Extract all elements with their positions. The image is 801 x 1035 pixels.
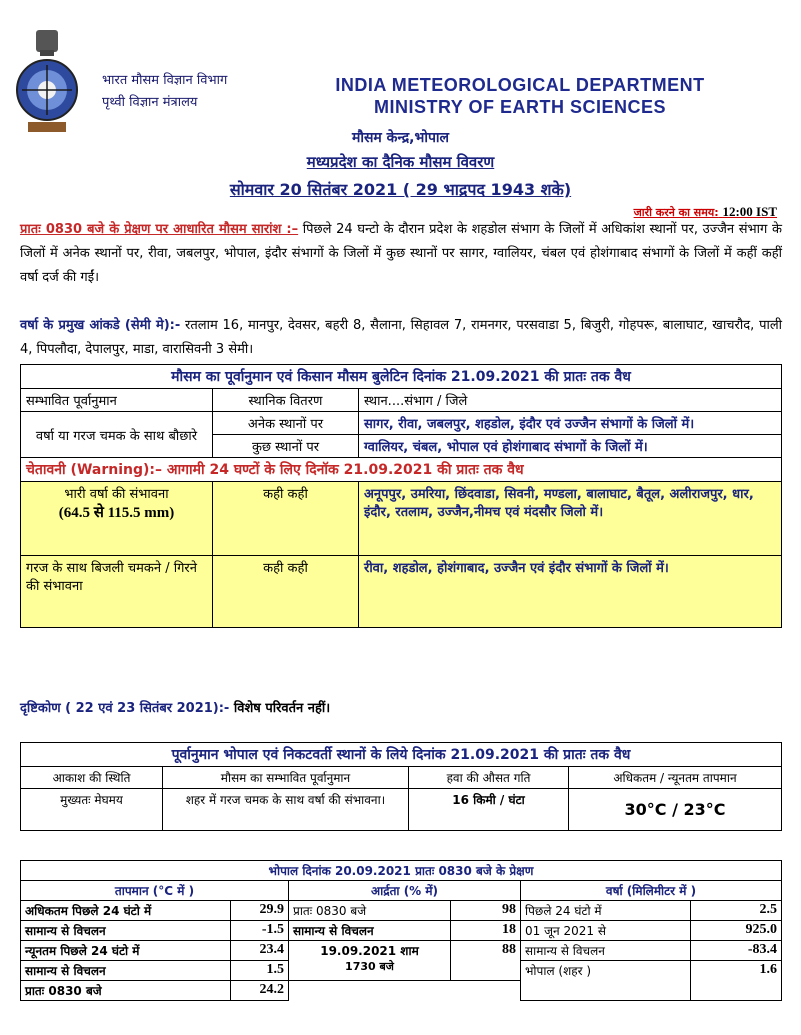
col-places: स्थान....संभाग / जिले — [359, 389, 782, 412]
forecast-dist: कुछ स्थानों पर — [213, 435, 359, 458]
outlook — [20, 698, 330, 716]
rain-label: भोपाल (शहर ) — [521, 961, 691, 1001]
sky-condition: मुख्यतः मेघमय — [21, 789, 163, 831]
temperature-range: 30°C / 23°C — [569, 789, 782, 831]
header-sky: आकाश की स्थिति — [21, 767, 163, 789]
header-wind: हवा की औसत गति — [409, 767, 569, 789]
observation-table — [20, 860, 782, 1001]
warning-phenomenon: भारी वर्षा की संभावना (64.5 से 115.5 mm) — [21, 482, 213, 556]
col-distribution: स्थानिक वितरण — [213, 389, 359, 412]
warning-title: चेतावनी (Warning):– आगामी 24 घण्टों के लिए दिनॉक 21.09.2021 की प्रातः तक वैध — [21, 458, 782, 482]
forecast-table — [20, 364, 782, 628]
rainfall-lead: वर्षा के प्रमुख आंकडे (सेमी मे):- — [20, 318, 181, 333]
temp-label: सामान्य से विचलन — [21, 921, 231, 941]
rain-label: 01 जून 2021 से — [521, 921, 691, 941]
hum-label: प्रातः 0830 बजे — [289, 901, 451, 921]
col-forecast: सम्भावित पूर्वानुमान — [21, 389, 213, 412]
rain-head: वर्षा (मिलिमीटर में ) — [521, 881, 782, 901]
org-name-hindi: भारत मौसम विज्ञान विभाग — [102, 73, 228, 88]
bhopal-forecast-table — [20, 742, 782, 831]
hum-value: 18 — [451, 921, 521, 941]
report-title: मध्यप्रदेश का दैनिक मौसम विवरण — [306, 153, 495, 171]
outlook-text: विशेष परिवर्तन नहीं। — [229, 701, 331, 716]
forecast-phenomenon: वर्षा या गरज चमक के साथ बौछारे — [21, 412, 213, 458]
outlook-label: दृष्टिकोण ( 22 एवं 23 सितंबर 2021):- — [20, 701, 230, 716]
forecast-dist: अनेक स्थानों पर — [213, 412, 359, 435]
warning-places: अनूपपुर, उमरिया, छिंदवाडा, सिवनी, मण्डला, बालाघाट, बैतूल, अलीराजपुर, धार, इंदौर, रतलाम, उज्जैन,नीमच एवं मंदसौर जिलो में। — [359, 482, 782, 556]
ministry-name-hindi: पृथ्वी विज्ञान मंत्रालय — [102, 95, 198, 110]
observation-title: भोपाल दिनांक 20.09.2021 प्रातः 0830 बजे के प्रेक्षण — [21, 861, 782, 881]
temp-value: 29.9 — [231, 901, 289, 921]
forecast-places: सागर, रीवा, जबलपुर, शहडोल, इंदौर एवं उज्जैन संभागों के जिलों में। — [359, 412, 782, 435]
rain-value: 1.6 — [691, 961, 782, 1001]
warning-dist: कही कही — [213, 482, 359, 556]
hum-label: सामान्य से विचलन — [289, 921, 451, 941]
ministry-name-english: MINISTRY OF EARTH SCIENCES — [373, 97, 667, 117]
warning-phenomenon: गरज के साथ बिजली चमकने / गिरने की संभावना — [21, 556, 213, 628]
weather-summary — [20, 218, 782, 290]
hum-label: 19.09.2021 शाम 1730 बजे — [289, 941, 451, 981]
rainfall-text: रतलाम 16, मानपुर, देवसर, बहरी 8, सैलाना, सिहावल 7, रामनगर, परसवाडा 5, बिजुरी, गोहपरू, बालाघाट, खाचरौद, पाली 4, पिपलौदा, देपालपुर, माडा, वारासिवनी 3 सेमी। — [20, 318, 783, 357]
temp-head: तापमान (°C में ) — [21, 881, 289, 901]
temp-label: सामान्य से विचलन — [21, 961, 231, 981]
bhopal-forecast-title: पूर्वानुमान भोपाल एवं निकटवर्ती स्थानों के लिये दिनांक 21.09.2021 की प्रातः तक वैध — [21, 743, 782, 767]
temp-label: न्यूनतम पिछले 24 घंटो में — [21, 941, 231, 961]
org-name-english: INDIA METEOROLOGICAL DEPARTMENT — [335, 75, 705, 95]
humidity-head: आर्द्रता (% में) — [289, 881, 521, 901]
summary-text: पिछले 24 घन्टो के दौरान प्रदेश के शहडोल संभाग के जिलों में अधिकांश स्थानों पर, उज्जैन संभाग के जिलों में अनेक स्थानों पर, रीवा, जबलपुर, भोपाल, इंदौर संभागों के जिलों में कुछ स्थानों पर सागर, ग्वालियर, चंबल एवं होशंगाबाद संभागों के जिलों में कहीं कहीं वर्षा दर्ज की गईं। — [20, 222, 782, 285]
summary-lead: प्रातः 0830 बजे के प्रेक्षण पर आधारित मौसम सारांश :– — [20, 222, 299, 237]
header-temp: अधिकतम / न्यूनतम तापमान — [569, 767, 782, 789]
forecast-places: ग्वालियर, चंबल, भोपाल एवं होशंगाबाद संभागों के जिलों में। — [359, 435, 782, 458]
temp-value: -1.5 — [231, 921, 289, 941]
rain-value: -83.4 — [691, 941, 782, 961]
rain-label: सामान्य से विचलन — [521, 941, 691, 961]
report-date: सोमवार 20 सितंबर 2021 ( 29 भाद्रपद 1943 शके) — [229, 180, 572, 199]
centre-name: मौसम केन्द्र,भोपाल — [351, 130, 450, 146]
issue-time: जारी करने का समय: 12:00 IST — [633, 204, 777, 219]
warning-places: रीवा, शहडोल, होशंगाबाद, उज्जैन एवं इंदौर संभागों के जिलों में। — [359, 556, 782, 628]
weather-forecast: शहर में गरज चमक के साथ वर्षा की संभावना। — [163, 789, 409, 831]
forecast-title: मौसम का पूर्वानुमान एवं किसान मौसम बुलेटिन दिनांक 21.09.2021 की प्रातः तक वैध — [21, 365, 782, 389]
rainfall-figures — [20, 314, 782, 362]
temp-value: 24.2 — [231, 981, 289, 1001]
warning-dist: कही कही — [213, 556, 359, 628]
rain-label: पिछले 24 घंटो में — [521, 901, 691, 921]
temp-label: प्रातः 0830 बजे — [21, 981, 231, 1001]
header-weather: मौसम का सम्भावित पूर्वानुमान — [163, 767, 409, 789]
rain-value: 925.0 — [691, 921, 782, 941]
national-emblem-logo — [14, 28, 80, 138]
rain-value: 2.5 — [691, 901, 782, 921]
temp-label: अधिकतम पिछले 24 घंटो में — [21, 901, 231, 921]
temp-value: 23.4 — [231, 941, 289, 961]
hum-value: 98 — [451, 901, 521, 921]
wind-speed: 16 किमी / घंटा — [409, 789, 569, 831]
temp-value: 1.5 — [231, 961, 289, 981]
hum-value: 88 — [451, 941, 521, 981]
